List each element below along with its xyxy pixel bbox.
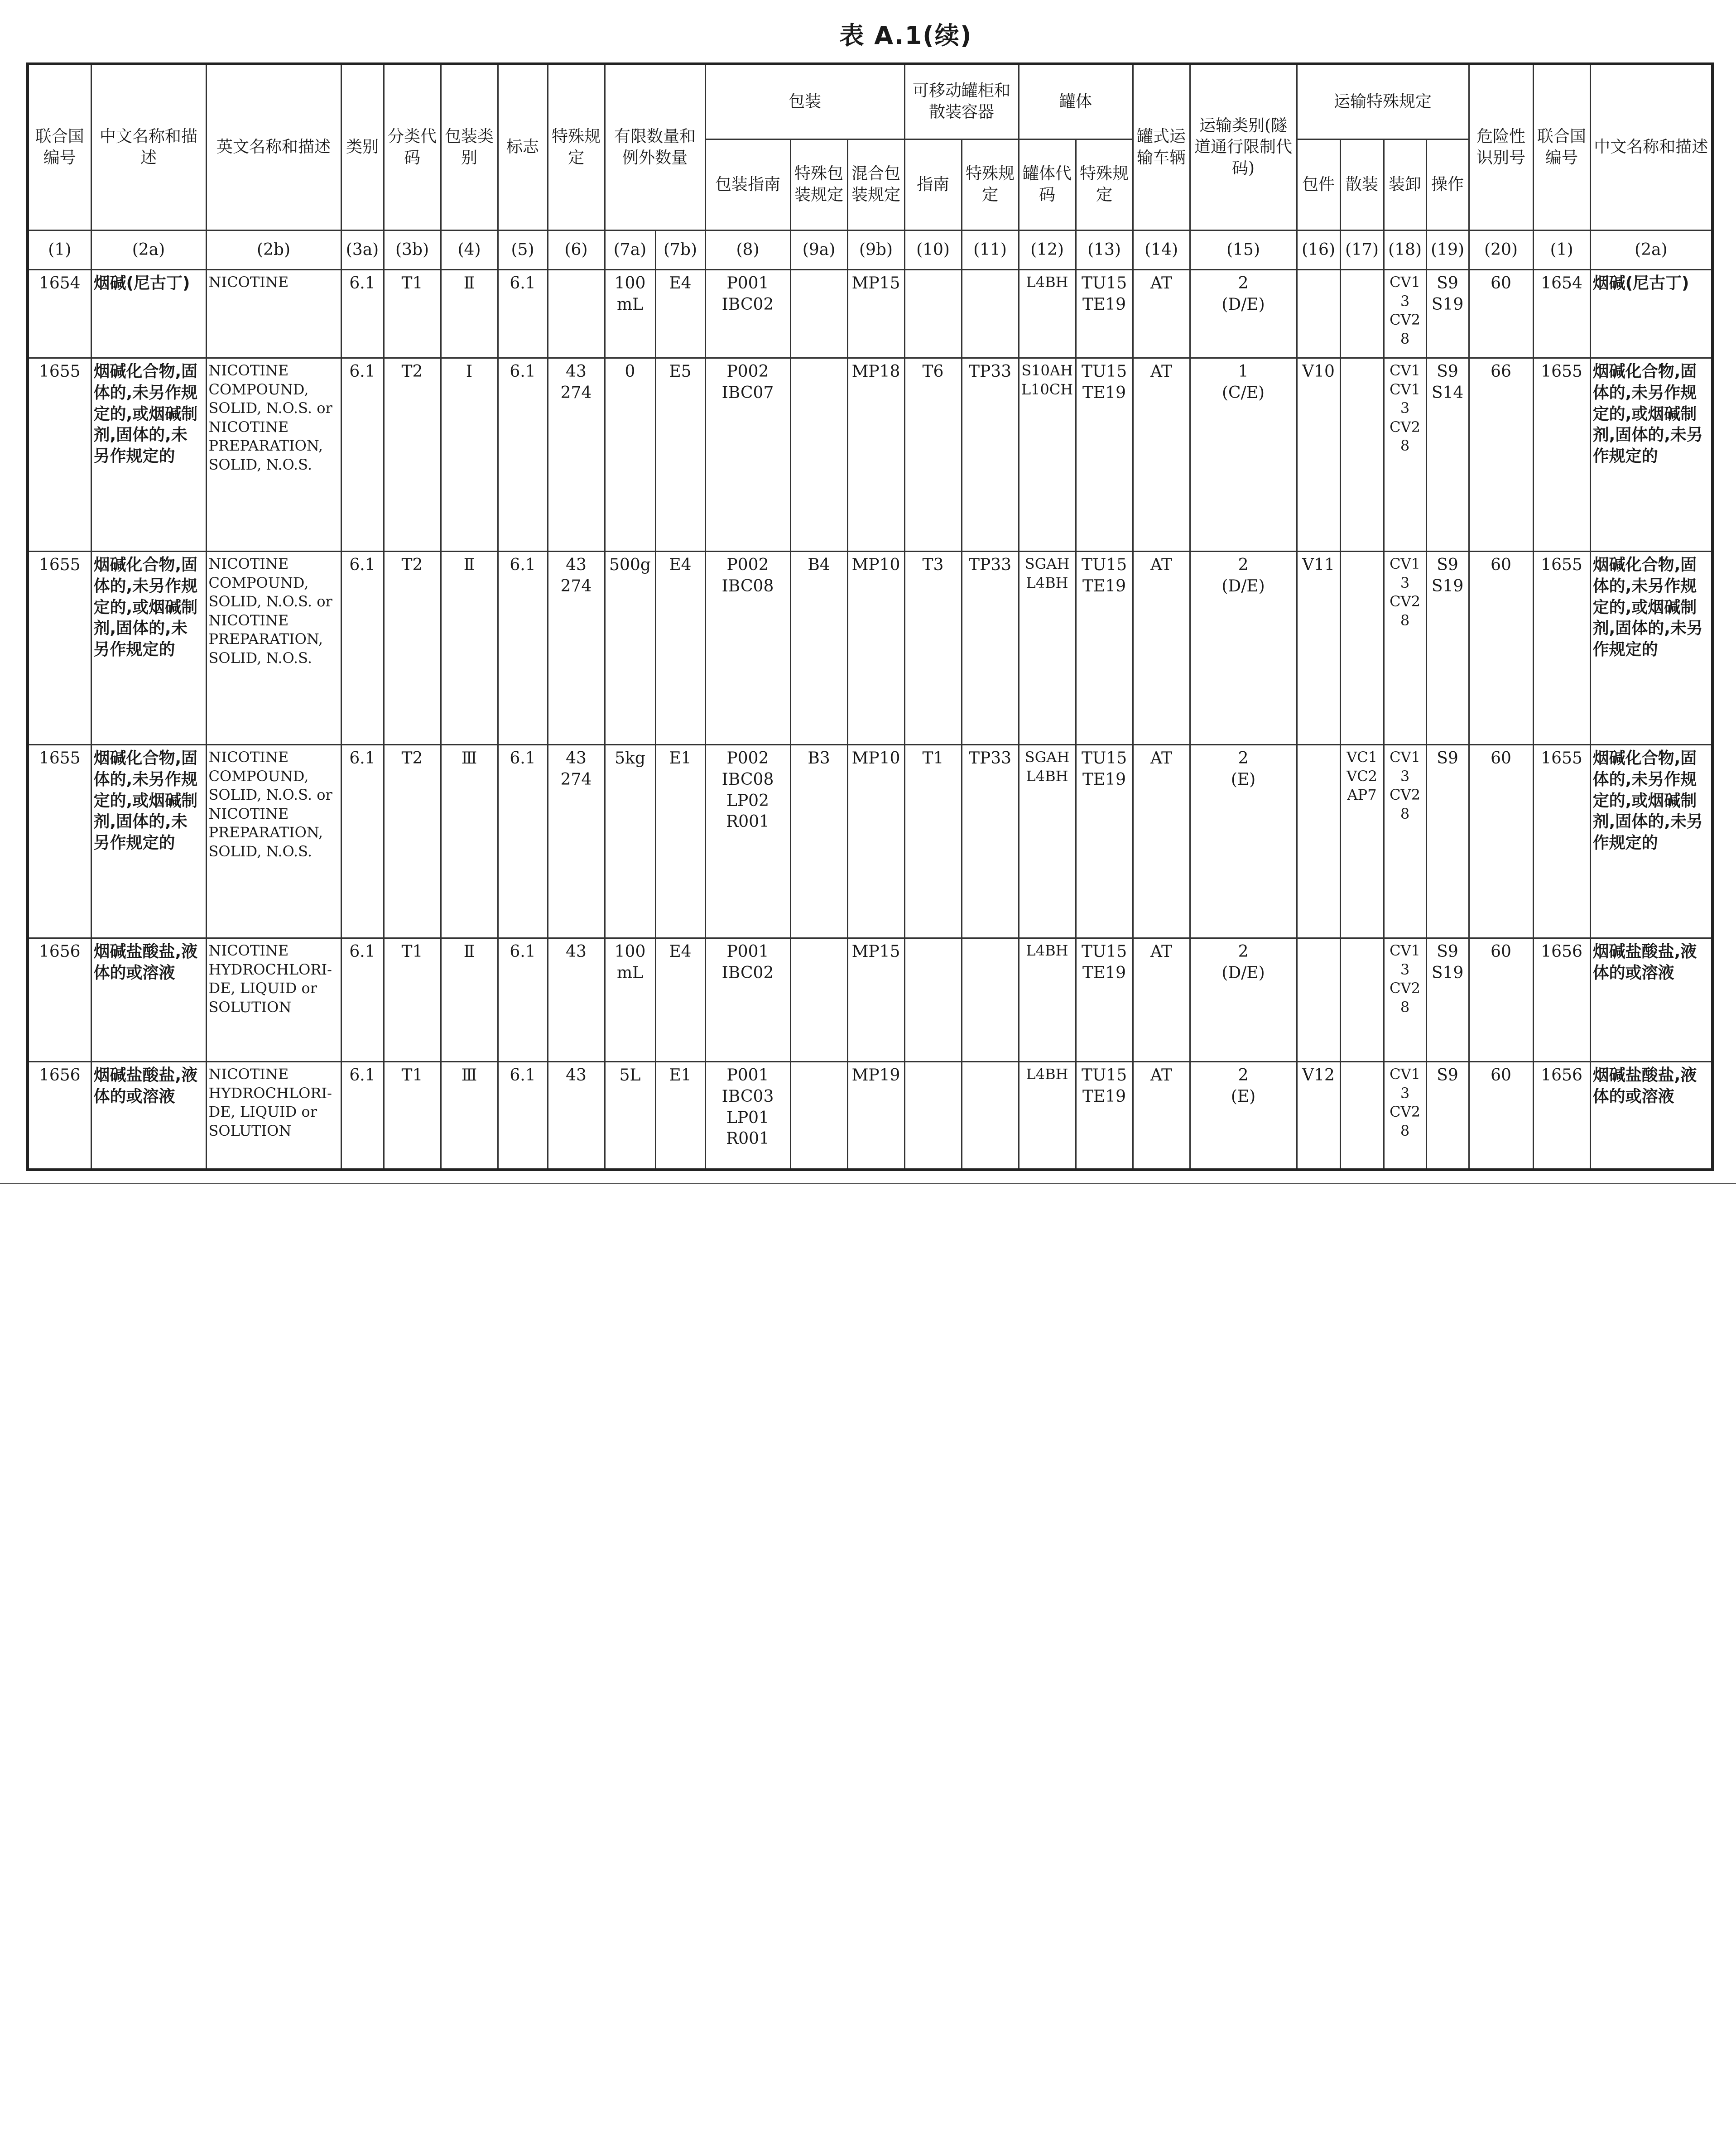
table-cell	[1340, 270, 1384, 358]
table-cell: 6.1	[341, 552, 384, 745]
table-cell: CV13 CV28	[1384, 745, 1426, 938]
table-cell: B4	[790, 552, 847, 745]
table-cell: TP33	[962, 358, 1019, 552]
table-cell	[1297, 938, 1340, 1062]
column-number: (7b)	[655, 230, 705, 270]
table-cell: Ⅱ	[441, 270, 498, 358]
table-cell	[1297, 745, 1340, 938]
table-cell: P002 IBC07	[705, 358, 790, 552]
table-cell: CV13 CV28	[1384, 1062, 1426, 1170]
table-cell: T2	[384, 745, 441, 938]
table-cell	[904, 1062, 962, 1170]
column-number: (2a)	[91, 230, 206, 270]
table-cell: MP10	[847, 552, 904, 745]
table-cell: VC1 VC2 AP7	[1340, 745, 1384, 938]
column-number: (17)	[1340, 230, 1384, 270]
header-class-code: 分类代码	[384, 64, 441, 230]
header-transport-cat: 运输类别(隧道通行限制代码)	[1190, 64, 1297, 230]
header-ts-bulk: 散装	[1340, 139, 1384, 230]
table-cell: 43 274	[548, 552, 605, 745]
header-pt-special: 特殊规定	[962, 139, 1019, 230]
header-special: 特殊规定	[548, 64, 605, 230]
table-cell: S9	[1426, 745, 1469, 938]
table-cell: 60	[1469, 1062, 1533, 1170]
header-portable-tank: 可移动罐柜和散装容器	[904, 64, 1019, 139]
table-cell: 1655	[28, 358, 91, 552]
header-special-pack: 特殊包装规定	[790, 139, 847, 230]
table-cell: 烟碱盐酸盐,液体的或溶液	[1590, 1062, 1712, 1170]
table-cell	[1340, 1062, 1384, 1170]
table-cell: 6.1	[498, 270, 548, 358]
table-cell: TU15 TE19	[1076, 1062, 1133, 1170]
table-cell	[1297, 270, 1340, 358]
column-number: (15)	[1190, 230, 1297, 270]
table-cell: T2	[384, 552, 441, 745]
table-cell	[790, 938, 847, 1062]
column-number: (3b)	[384, 230, 441, 270]
table-cell: Ⅱ	[441, 552, 498, 745]
table-cell: 5L	[605, 1062, 655, 1170]
table-cell: T6	[904, 358, 962, 552]
table-cell: 2 (D/E)	[1190, 552, 1297, 745]
table-cell: 43 274	[548, 745, 605, 938]
column-number: (8)	[705, 230, 790, 270]
table-cell: 烟碱化合物,固体的,未另作规定的,或烟碱制剂,固体的,未另作规定的	[91, 358, 206, 552]
table-cell	[790, 1062, 847, 1170]
table-cell: TU15 TE19	[1076, 358, 1133, 552]
column-number: (4)	[441, 230, 498, 270]
table-cell: 6.1	[498, 745, 548, 938]
table-cell: V11	[1297, 552, 1340, 745]
table-cell: P001 IBC02	[705, 270, 790, 358]
table-cell	[548, 270, 605, 358]
header-tank-vehicle: 罐式运输车辆	[1133, 64, 1190, 230]
table-cell: 1655	[1533, 552, 1590, 745]
header-limited-qty: 有限数量和例外数量	[605, 64, 705, 230]
table-cell	[904, 938, 962, 1062]
table-cell: 1656	[1533, 938, 1590, 1062]
table-cell: AT	[1133, 745, 1190, 938]
header-un-no-right: 联合国编号	[1533, 64, 1590, 230]
table-cell: E1	[655, 1062, 705, 1170]
table-cell: AT	[1133, 552, 1190, 745]
header-row-top	[28, 64, 1712, 139]
column-number: (13)	[1076, 230, 1133, 270]
table-cell: 60	[1469, 745, 1533, 938]
header-packaging: 包装	[705, 64, 904, 139]
page-bottom-rule	[0, 1183, 1736, 1184]
table-cell	[1340, 552, 1384, 745]
table-cell	[1340, 358, 1384, 552]
table-cell: CV1 CV13 CV28	[1384, 358, 1426, 552]
header-tank-code: 罐体代码	[1019, 139, 1076, 230]
table-cell: 43	[548, 938, 605, 1062]
column-number: (11)	[962, 230, 1019, 270]
header-cn-name: 中文名称和描述	[91, 64, 206, 230]
table-cell: 60	[1469, 938, 1533, 1062]
column-number: (6)	[548, 230, 605, 270]
table-cell: NICOTINE COMPOUND, SOLID, N.O.S. or NICOTINE PREPARATION, SOLID, N.O.S.	[206, 745, 341, 938]
table-row	[28, 745, 1712, 938]
header-transport-special: 运输特殊规定	[1297, 64, 1469, 139]
table-cell: MP18	[847, 358, 904, 552]
table-cell: SGAH L4BH	[1019, 552, 1076, 745]
table-cell: Ⅰ	[441, 358, 498, 552]
header-ts-operation: 操作	[1426, 139, 1469, 230]
table-cell: 烟碱(尼古丁)	[91, 270, 206, 358]
column-number: (19)	[1426, 230, 1469, 270]
table-row	[28, 358, 1712, 552]
table-cell: 烟碱盐酸盐,液体的或溶液	[91, 1062, 206, 1170]
table-cell: 6.1	[498, 938, 548, 1062]
dangerous-goods-table	[26, 62, 1714, 1171]
table-cell: AT	[1133, 1062, 1190, 1170]
table-cell: 60	[1469, 270, 1533, 358]
column-number: (9b)	[847, 230, 904, 270]
table-cell: NICOTINE HYDROCHLORI-DE, LIQUID or SOLUTION	[206, 1062, 341, 1170]
table-row	[28, 1062, 1712, 1170]
table-cell: TP33	[962, 552, 1019, 745]
table-cell: B3	[790, 745, 847, 938]
table-cell: 1654	[1533, 270, 1590, 358]
table-cell: 5kg	[605, 745, 655, 938]
table-cell: T2	[384, 358, 441, 552]
table-cell: 烟碱盐酸盐,液体的或溶液	[1590, 938, 1712, 1062]
table-cell: S9 S19	[1426, 270, 1469, 358]
table-cell: AT	[1133, 358, 1190, 552]
page-title: 表 A.1(续)	[839, 21, 972, 50]
table-cell: MP15	[847, 270, 904, 358]
table-cell: 100mL	[605, 270, 655, 358]
header-pack-group: 包装类别	[441, 64, 498, 230]
table-cell: T1	[384, 1062, 441, 1170]
table-cell: S9 S19	[1426, 552, 1469, 745]
table-cell: 1655	[1533, 358, 1590, 552]
table-cell: MP10	[847, 745, 904, 938]
header-tank-special: 特殊规定	[1076, 139, 1133, 230]
column-number: (5)	[498, 230, 548, 270]
table-cell: S9 S19	[1426, 938, 1469, 1062]
table-cell: 2 (D/E)	[1190, 270, 1297, 358]
table-cell: E4	[655, 552, 705, 745]
column-number: (20)	[1469, 230, 1533, 270]
table-cell: L4BH	[1019, 270, 1076, 358]
table-cell: NICOTINE	[206, 270, 341, 358]
header-pt-instr: 指南	[904, 139, 962, 230]
table-cell: 1655	[28, 552, 91, 745]
table-cell: E1	[655, 745, 705, 938]
table-row	[28, 938, 1712, 1062]
table-cell: 1654	[28, 270, 91, 358]
table-cell: 66	[1469, 358, 1533, 552]
table-cell: 烟碱化合物,固体的,未另作规定的,或烟碱制剂,固体的,未另作规定的	[91, 552, 206, 745]
table-cell: 60	[1469, 552, 1533, 745]
table-cell: TP33	[962, 745, 1019, 938]
table-cell: Ⅲ	[441, 745, 498, 938]
table-cell: 100mL	[605, 938, 655, 1062]
table-cell: T3	[904, 552, 962, 745]
table-cell: 1 (C/E)	[1190, 358, 1297, 552]
column-number: (2a)	[1590, 230, 1712, 270]
header-class: 类别	[341, 64, 384, 230]
table-cell: TU15 TE19	[1076, 745, 1133, 938]
table-row	[28, 270, 1712, 358]
table-cell: 500g	[605, 552, 655, 745]
table-cell: S10AH L10CH	[1019, 358, 1076, 552]
table-cell: 2 (D/E)	[1190, 938, 1297, 1062]
table-cell	[962, 270, 1019, 358]
table-cell	[1340, 938, 1384, 1062]
table-cell: 43	[548, 1062, 605, 1170]
table-cell: AT	[1133, 270, 1190, 358]
table-cell: MP15	[847, 938, 904, 1062]
table-cell: 6.1	[341, 270, 384, 358]
table-cell: P001 IBC02	[705, 938, 790, 1062]
table-cell: CV13 CV28	[1384, 552, 1426, 745]
table-cell: T1	[904, 745, 962, 938]
table-cell: T1	[384, 270, 441, 358]
table-cell: CV13 CV28	[1384, 270, 1426, 358]
column-number: (3a)	[341, 230, 384, 270]
table-cell: NICOTINE COMPOUND, SOLID, N.O.S. or NICOTINE PREPARATION, SOLID, N.O.S.	[206, 552, 341, 745]
table-cell: E4	[655, 270, 705, 358]
table-cell: 烟碱化合物,固体的,未另作规定的,或烟碱制剂,固体的,未另作规定的	[1590, 358, 1712, 552]
table-cell: 烟碱(尼古丁)	[1590, 270, 1712, 358]
header-en-name: 英文名称和描述	[206, 64, 341, 230]
column-number: (14)	[1133, 230, 1190, 270]
column-number: (18)	[1384, 230, 1426, 270]
table-cell: TU15 TE19	[1076, 938, 1133, 1062]
column-number-row	[28, 230, 1712, 270]
table-cell: AT	[1133, 938, 1190, 1062]
table-cell: CV13 CV28	[1384, 938, 1426, 1062]
table-cell: P001 IBC03 LP01 R001	[705, 1062, 790, 1170]
column-number: (12)	[1019, 230, 1076, 270]
column-number: (10)	[904, 230, 962, 270]
table-cell: Ⅱ	[441, 938, 498, 1062]
table-cell	[904, 270, 962, 358]
table-cell: 0	[605, 358, 655, 552]
header-label: 标志	[498, 64, 548, 230]
header-ts-loading: 装卸	[1384, 139, 1426, 230]
column-number: (7a)	[605, 230, 655, 270]
header-cn-name-right: 中文名称和描述	[1590, 64, 1712, 230]
table-cell: MP19	[847, 1062, 904, 1170]
table-cell: TU15 TE19	[1076, 270, 1133, 358]
table-cell: P002 IBC08	[705, 552, 790, 745]
table-cell	[962, 938, 1019, 1062]
column-number: (16)	[1297, 230, 1340, 270]
column-number: (1)	[1533, 230, 1590, 270]
table-cell: 6.1	[341, 1062, 384, 1170]
table-cell: T1	[384, 938, 441, 1062]
table-cell: 烟碱化合物,固体的,未另作规定的,或烟碱制剂,固体的,未另作规定的	[1590, 745, 1712, 938]
table-cell: TU15 TE19	[1076, 552, 1133, 745]
header-un-no: 联合国编号	[28, 64, 91, 230]
column-number: (2b)	[206, 230, 341, 270]
table-cell: 6.1	[498, 1062, 548, 1170]
table-cell: 6.1	[498, 552, 548, 745]
table-cell: 烟碱化合物,固体的,未另作规定的,或烟碱制剂,固体的,未另作规定的	[91, 745, 206, 938]
table-cell: V12	[1297, 1062, 1340, 1170]
table-cell: NICOTINE HYDROCHLORI-DE, LIQUID or SOLUTION	[206, 938, 341, 1062]
table-cell: 2 (E)	[1190, 745, 1297, 938]
table-cell: E5	[655, 358, 705, 552]
table-cell: S9 S14	[1426, 358, 1469, 552]
table-body	[28, 270, 1712, 1170]
table-cell: Ⅲ	[441, 1062, 498, 1170]
header-tank: 罐体	[1019, 64, 1133, 139]
table-cell: 1656	[1533, 1062, 1590, 1170]
column-number: (1)	[28, 230, 91, 270]
table-cell: 1656	[28, 938, 91, 1062]
table-cell: 43 274	[548, 358, 605, 552]
table-cell: L4BH	[1019, 938, 1076, 1062]
table-cell: 烟碱盐酸盐,液体的或溶液	[91, 938, 206, 1062]
table-cell	[962, 1062, 1019, 1170]
table-cell: 1655	[28, 745, 91, 938]
table-cell: NICOTINE COMPOUND, SOLID, N.O.S. or NICOTINE PREPARATION, SOLID, N.O.S.	[206, 358, 341, 552]
table-cell: 6.1	[341, 745, 384, 938]
table-cell: 6.1	[341, 358, 384, 552]
table-cell: V10	[1297, 358, 1340, 552]
table-cell: 1655	[1533, 745, 1590, 938]
table-cell: S9	[1426, 1062, 1469, 1170]
table-cell: SGAH L4BH	[1019, 745, 1076, 938]
table-cell	[790, 358, 847, 552]
header-pack-instr: 包装指南	[705, 139, 790, 230]
table-cell: 2 (E)	[1190, 1062, 1297, 1170]
table-cell: 6.1	[498, 358, 548, 552]
table-cell: 1656	[28, 1062, 91, 1170]
table-cell: 烟碱化合物,固体的,未另作规定的,或烟碱制剂,固体的,未另作规定的	[1590, 552, 1712, 745]
header-mixed-pack: 混合包装规定	[847, 139, 904, 230]
table-cell: P002 IBC08 LP02 R001	[705, 745, 790, 938]
header-ts-package: 包件	[1297, 139, 1340, 230]
table-cell: 6.1	[341, 938, 384, 1062]
table-row	[28, 552, 1712, 745]
header-hazard-id: 危险性识别号	[1469, 64, 1533, 230]
table-cell: L4BH	[1019, 1062, 1076, 1170]
dangerous-goods-table-container	[26, 62, 1711, 1171]
table-cell	[790, 270, 847, 358]
table-cell: E4	[655, 938, 705, 1062]
column-number: (9a)	[790, 230, 847, 270]
